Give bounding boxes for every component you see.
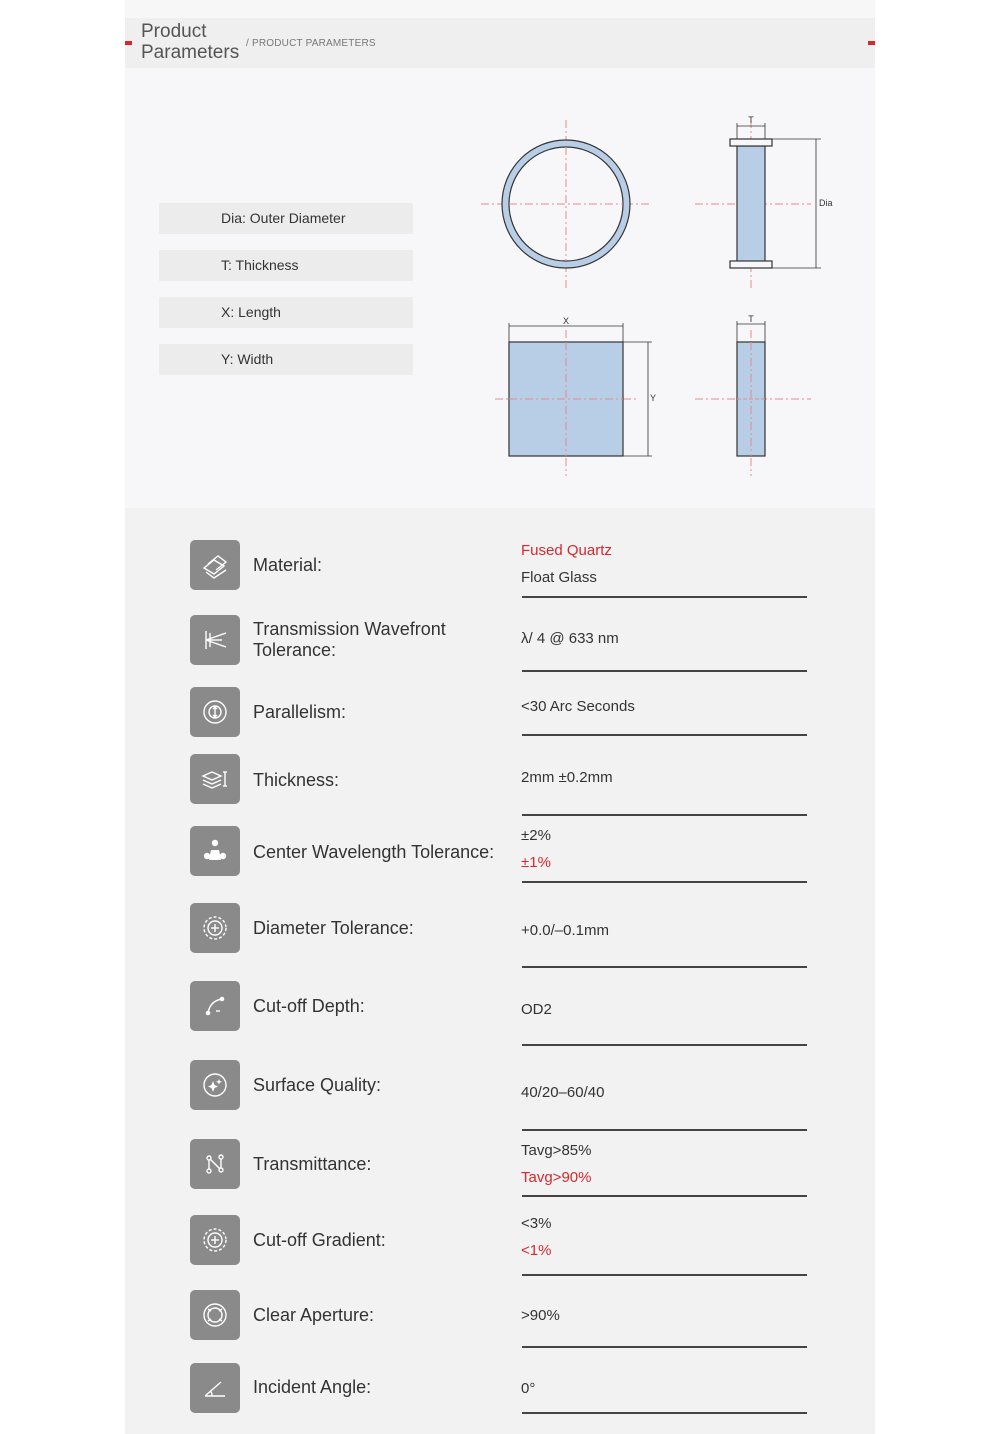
param-label-cutoff-depth: Cut-off Depth:	[253, 996, 365, 1016]
param-value-transmittance-2: Tavg>90%	[521, 1169, 592, 1186]
param-value-cutoff-gradient-2: <1%	[521, 1242, 552, 1259]
dimension-label-dia: Dia: Outer Diameter	[159, 203, 413, 234]
param-label-diameter-tolerance: Diameter Tolerance:	[253, 918, 414, 938]
header-accent-left	[125, 41, 132, 45]
optics-dimension-diagram	[125, 68, 875, 508]
length-label: X	[562, 316, 570, 326]
dimension-label-length: X: Length	[159, 297, 413, 328]
param-divider	[522, 814, 807, 816]
param-value-clear-aperture-1: >90%	[521, 1307, 560, 1324]
dimension-diagram-area	[125, 68, 875, 508]
param-divider	[522, 1195, 807, 1197]
square-thickness-label: T	[748, 314, 754, 324]
param-value-center-wavelength-2: ±1%	[521, 854, 551, 871]
param-label-center-wavelength: Center Wavelength Tolerance:	[253, 842, 495, 862]
square-window-front-view	[495, 316, 656, 476]
material-icon	[190, 540, 240, 590]
cutoff-depth-icon	[190, 981, 240, 1031]
param-values-incident-angle	[521, 1375, 807, 1402]
param-value-wavefront-1: λ/ 4 @ 633 nm	[521, 630, 619, 647]
section-subtitle: / PRODUCT PARAMETERS	[246, 38, 376, 49]
param-divider	[522, 1044, 807, 1046]
param-value-transmittance-1: Tavg>85%	[521, 1142, 592, 1159]
param-label-cutoff-gradient: Cut-off Gradient:	[253, 1230, 386, 1250]
param-label-wavefront: Transmission Wavefront Tolerance:	[253, 619, 446, 660]
param-divider	[522, 1412, 807, 1414]
param-value-material-2: Float Glass	[521, 569, 597, 586]
param-label-material: Material:	[253, 555, 323, 575]
param-values-cutoff-depth	[521, 996, 807, 1023]
param-divider	[522, 670, 807, 672]
header-accent-right	[868, 41, 875, 45]
param-divider	[522, 881, 807, 883]
wavefront-icon	[190, 615, 240, 665]
param-values-diameter-tolerance	[521, 917, 807, 944]
diameter-icon	[190, 903, 240, 953]
param-value-thickness-1: 2mm ±0.2mm	[521, 769, 613, 786]
diameter-label: Dia	[819, 198, 833, 208]
param-label-surface-quality: Surface Quality:	[253, 1075, 382, 1095]
param-label-incident-angle: Incident Angle:	[253, 1377, 372, 1397]
dimension-label-thickness: T: Thickness	[159, 250, 413, 281]
parallelism-icon	[190, 687, 240, 737]
param-value-diameter-tolerance-1: +0.0/–0.1mm	[521, 922, 609, 939]
round-window-side-view	[695, 115, 833, 288]
param-value-material-1: Fused Quartz	[521, 542, 612, 559]
dimension-label-width: Y: Width	[159, 344, 413, 375]
section-title: Product Parameters	[141, 21, 240, 63]
param-value-cutoff-depth-1: OD2	[521, 1001, 552, 1018]
section-header	[125, 18, 875, 68]
param-divider	[522, 966, 807, 968]
param-label-transmittance: Transmittance:	[253, 1154, 372, 1174]
param-values-wavefront	[521, 625, 807, 652]
parameters-table	[125, 508, 875, 1434]
param-values-parallelism	[521, 693, 807, 720]
round-thickness-label: T	[748, 115, 754, 125]
param-label-parallelism: Parallelism:	[253, 702, 347, 722]
param-label-clear-aperture: Clear Aperture:	[253, 1305, 375, 1325]
thickness-icon	[190, 754, 240, 804]
surface-quality-icon	[190, 1060, 240, 1110]
param-divider	[522, 596, 807, 598]
transmittance-icon	[190, 1139, 240, 1189]
param-values-surface-quality	[521, 1079, 807, 1106]
param-value-incident-angle-1: 0°	[521, 1380, 536, 1397]
param-divider	[522, 1129, 807, 1131]
param-divider	[522, 1274, 807, 1276]
param-values-clear-aperture	[521, 1302, 807, 1329]
param-values-center-wavelength	[521, 822, 807, 876]
cutoff-gradient-icon	[190, 1215, 240, 1265]
param-value-parallelism-1: <30 Arc Seconds	[521, 698, 635, 715]
round-window-front-view	[481, 120, 649, 288]
param-values-thickness	[521, 764, 807, 791]
param-divider	[522, 1346, 807, 1348]
wavelength-icon	[190, 826, 240, 876]
param-values-transmittance	[521, 1137, 807, 1191]
param-values-cutoff-gradient	[521, 1210, 807, 1264]
param-value-cutoff-gradient-1: <3%	[521, 1215, 552, 1232]
square-window-side-view	[695, 314, 811, 476]
param-label-thickness: Thickness:	[253, 770, 340, 790]
clear-aperture-icon	[190, 1290, 240, 1340]
param-divider	[522, 734, 807, 736]
param-value-surface-quality-1: 40/20–60/40	[521, 1084, 605, 1101]
width-label: Y	[650, 393, 657, 403]
param-value-center-wavelength-1: ±2%	[521, 827, 551, 844]
param-values-material	[521, 537, 807, 591]
incident-angle-icon	[190, 1363, 240, 1413]
